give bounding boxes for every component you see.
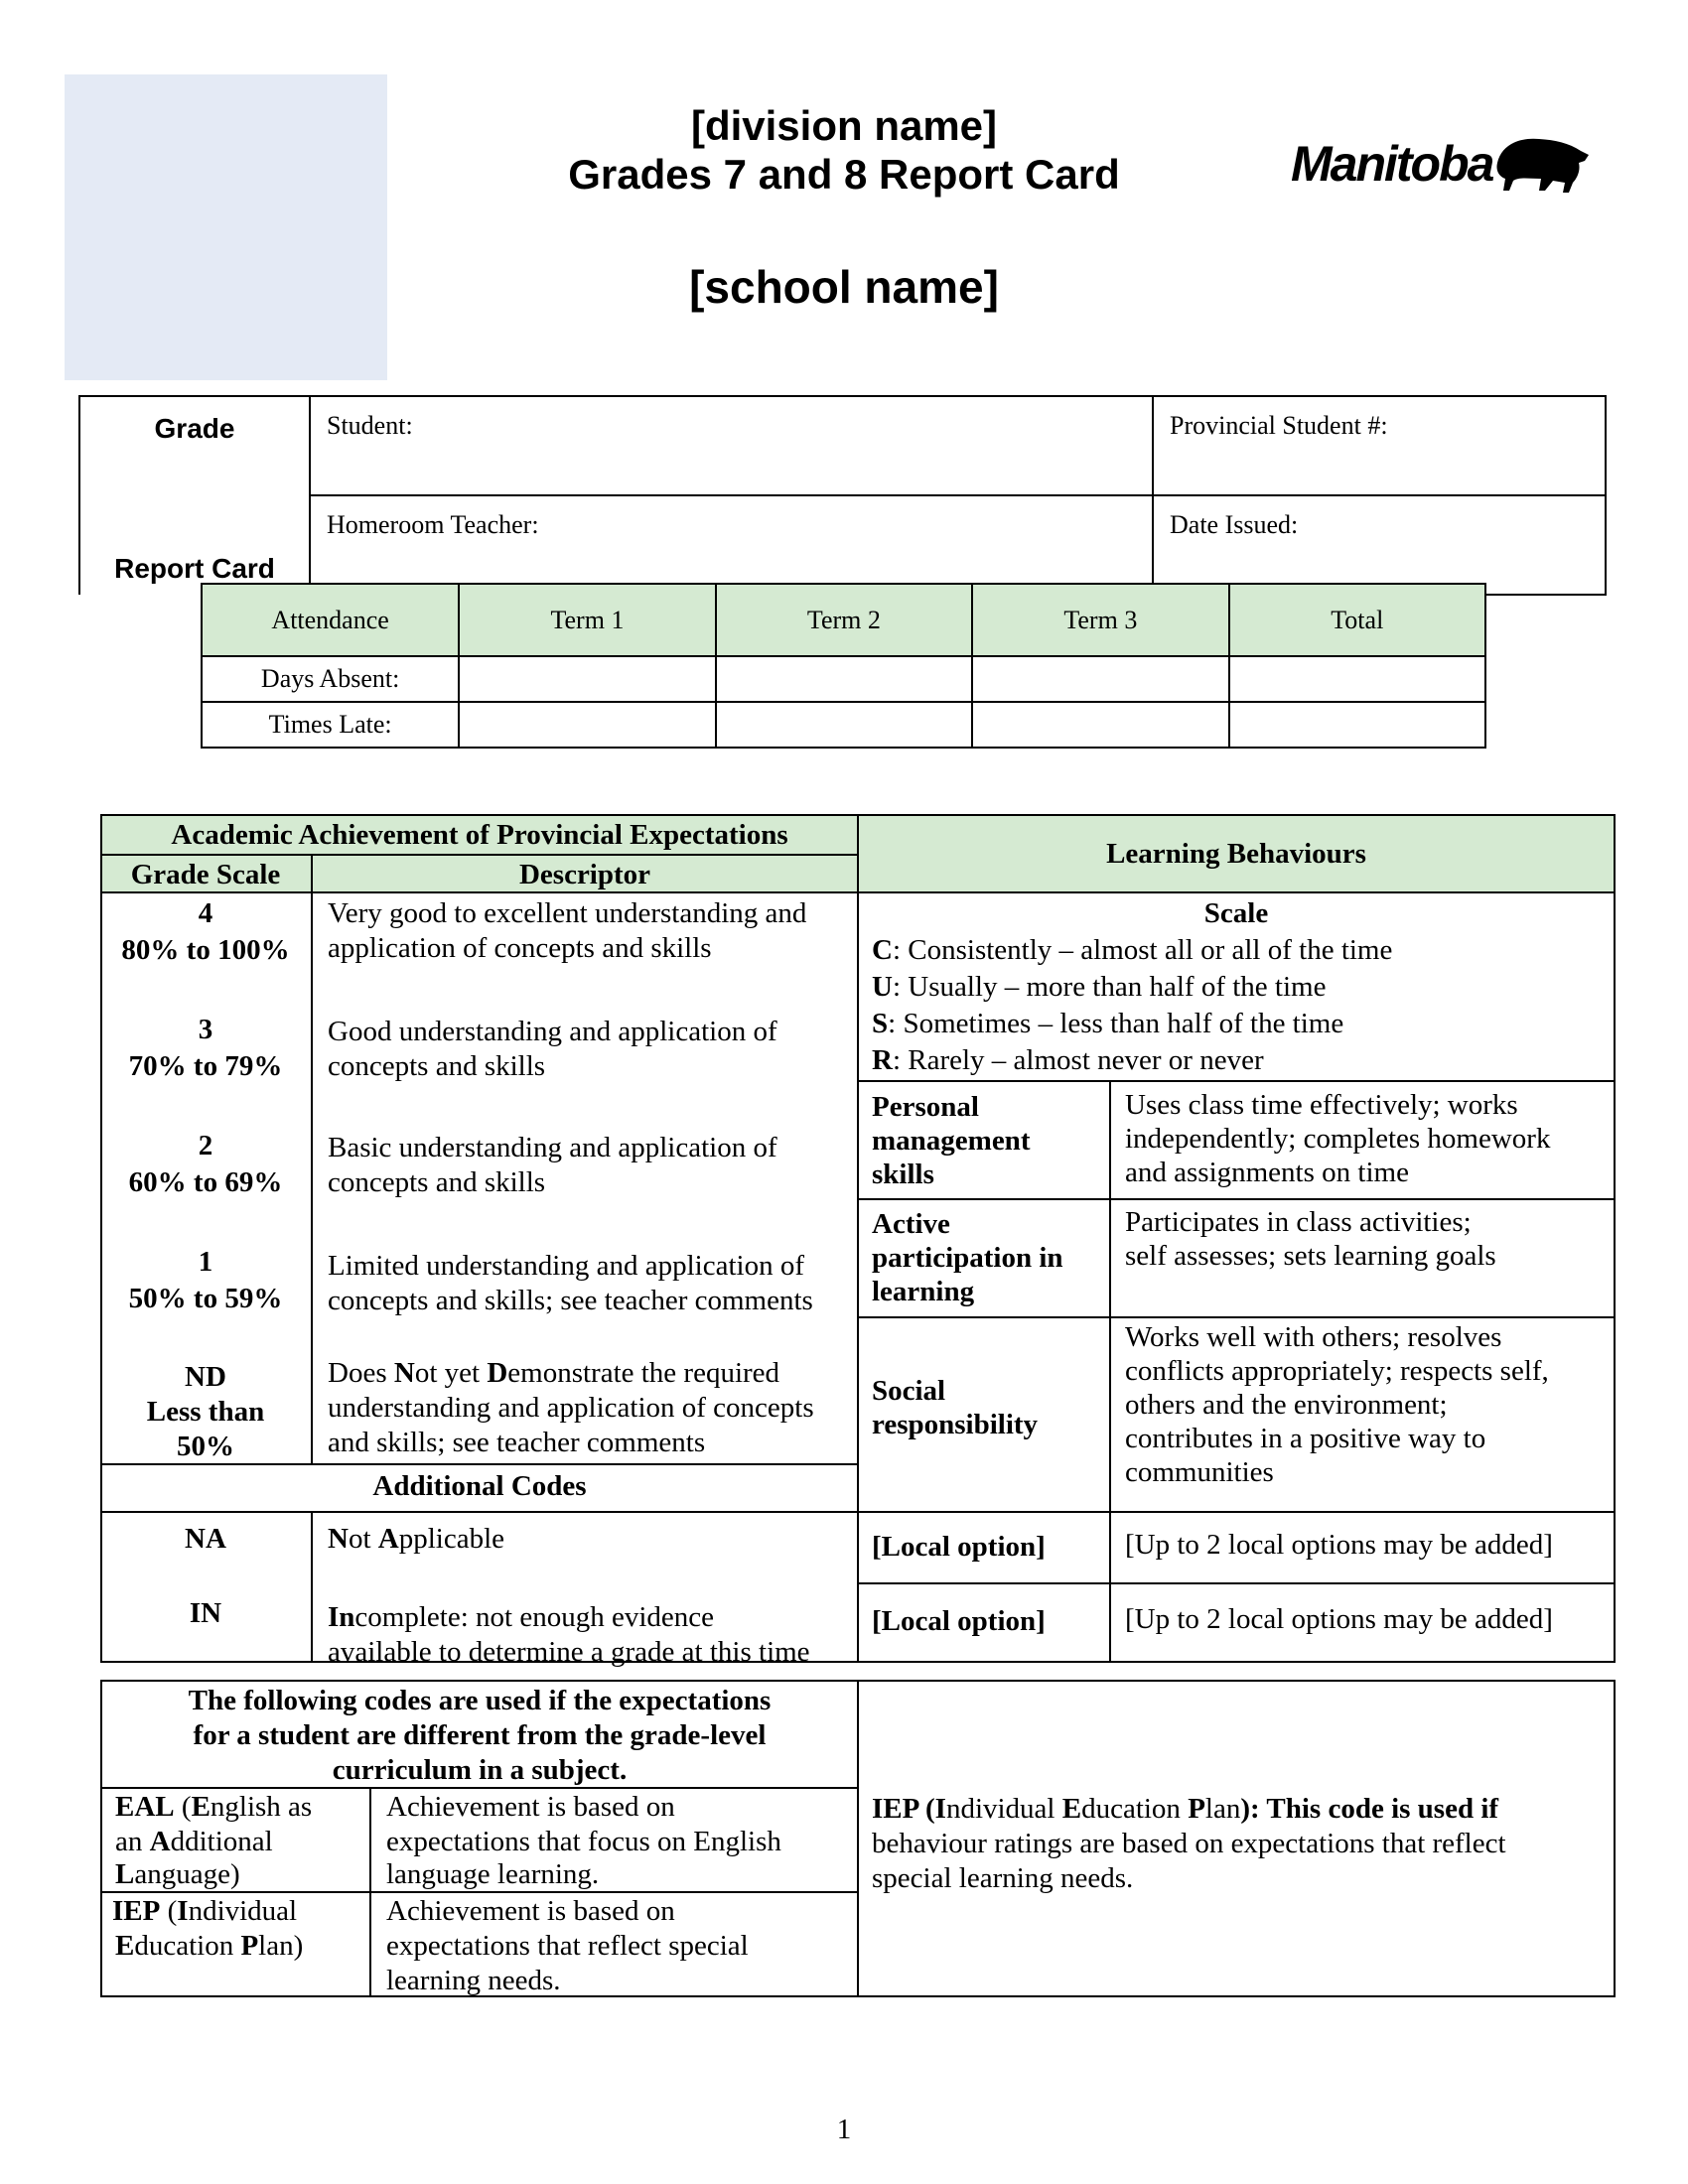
codes-intro-2: for a student are different from the grade-level [193, 1719, 767, 1751]
nd-code: ND [185, 1361, 226, 1393]
iep-desc-3: learning needs. [386, 1965, 561, 1996]
sr-desc-2: conflicts appropriately; respects self, [1125, 1355, 1549, 1387]
in-code: IN [189, 1597, 222, 1629]
days-absent-total[interactable] [1229, 656, 1485, 702]
sr-desc-1: Works well with others; resolves [1125, 1321, 1502, 1353]
eal-code-3: Language) [115, 1858, 240, 1890]
times-late-total[interactable] [1229, 702, 1485, 748]
grade-4-desc-2: application of concepts and skills [328, 932, 712, 964]
days-absent-label: Days Absent: [202, 656, 459, 702]
pm-desc-2: independently; completes homework [1125, 1123, 1551, 1155]
local-option-desc-1: [Up to 2 local options may be added] [1125, 1529, 1553, 1561]
eal-desc-1: Achievement is based on [386, 1791, 675, 1823]
times-late-term2[interactable] [716, 702, 972, 748]
local-option-label-1: [Local option] [872, 1531, 1046, 1563]
ap-desc-1: Participates in class activities; [1125, 1206, 1472, 1238]
school-name: [school name] [689, 261, 999, 313]
iep-right-1: IEP (Individual Education Plan): This code is used if [872, 1793, 1499, 1825]
total-header: Total [1229, 584, 1485, 656]
grade-1-desc-2: concepts and skills; see teacher comments [328, 1285, 813, 1316]
iep-code-2: Education Plan) [115, 1930, 304, 1962]
iep-desc-2: expectations that reflect special [386, 1930, 749, 1962]
pm-label-2: management [872, 1125, 1031, 1157]
ap-desc-2: self assesses; sets learning goals [1125, 1240, 1496, 1272]
grade-4-range: 80% to 100% [121, 934, 290, 966]
attendance-header: Attendance [202, 584, 459, 656]
in-desc-1: Incomplete: not enough evidence [328, 1601, 714, 1633]
grade-3-range: 70% to 79% [128, 1050, 283, 1082]
eal-code-1: EAL (English as [115, 1791, 313, 1823]
sr-label-1: Social [872, 1375, 946, 1407]
grade-2-desc-1: Basic understanding and application of [328, 1132, 777, 1163]
nd-desc-1: Does Not yet Demonstrate the required [328, 1357, 780, 1389]
academic-title: Academic Achievement of Provincial Expectations [171, 819, 788, 851]
report-card-label: Report Card [79, 495, 310, 595]
term2-header: Term 2 [716, 584, 972, 656]
scale-item-r: R: Rarely – almost never or never [872, 1044, 1264, 1076]
pm-desc-3: and assignments on time [1125, 1157, 1409, 1188]
grade-1-code: 1 [198, 1246, 213, 1278]
nd-range-1: Less than [146, 1396, 265, 1428]
grade-2-range: 60% to 69% [128, 1166, 283, 1198]
local-option-label-2: [Local option] [872, 1605, 1046, 1637]
provincial-number-field[interactable]: Provincial Student #: [1153, 396, 1606, 495]
grade-4-code: 4 [198, 897, 213, 929]
grade-3-desc-1: Good understanding and application of [328, 1016, 777, 1047]
ap-label-3: learning [872, 1276, 975, 1307]
days-absent-term1[interactable] [459, 656, 715, 702]
sr-desc-5: communities [1125, 1456, 1274, 1488]
pm-label-1: Personal [872, 1091, 979, 1123]
days-absent-term3[interactable] [972, 656, 1228, 702]
grade-2-desc-2: concepts and skills [328, 1166, 546, 1198]
term3-header: Term 3 [972, 584, 1228, 656]
iep-right-2: behaviour ratings are based on expectations that reflect [872, 1828, 1506, 1859]
page-number: 1 [836, 2114, 852, 2145]
iep-code-1: IEP (Individual [112, 1895, 298, 1927]
iep-desc-1: Achievement is based on [386, 1895, 675, 1927]
eal-desc-2: expectations that focus on English [386, 1826, 781, 1857]
ap-label-2: participation in [872, 1242, 1063, 1274]
grade-3-code: 3 [198, 1014, 213, 1045]
attendance-table [201, 583, 1486, 749]
days-absent-term2[interactable] [716, 656, 972, 702]
ap-label-1: Active [872, 1208, 950, 1240]
learning-behaviours-title: Learning Behaviours [1106, 838, 1366, 870]
in-desc-2: available to determine a grade at this time [328, 1636, 810, 1668]
grade-label: Grade [79, 396, 310, 495]
nd-desc-3: and skills; see teacher comments [328, 1427, 706, 1458]
scale-item-s: S: Sometimes – less than half of the time [872, 1008, 1344, 1039]
grade-scale-header: Grade Scale [130, 859, 281, 890]
nd-desc-2: understanding and application of concepts [328, 1392, 814, 1424]
times-late-term3[interactable] [972, 702, 1228, 748]
local-option-desc-2: [Up to 2 local options may be added] [1125, 1603, 1553, 1635]
bison-icon [1489, 133, 1594, 195]
sr-desc-3: others and the environment; [1125, 1389, 1448, 1421]
scale-item-c: C: Consistently – almost all or all of the time [872, 934, 1393, 966]
eal-code-2: an Additional [115, 1826, 273, 1857]
na-code: NA [185, 1523, 226, 1555]
eal-desc-3: language learning. [386, 1858, 600, 1890]
additional-codes-header: Additional Codes [372, 1470, 587, 1502]
descriptor-header: Descriptor [518, 859, 651, 890]
grade-3-desc-2: concepts and skills [328, 1050, 546, 1082]
grade-2-code: 2 [198, 1130, 213, 1161]
pm-label-3: skills [872, 1159, 934, 1190]
grade-1-range: 50% to 59% [128, 1283, 283, 1314]
codes-intro-3: curriculum in a subject. [332, 1754, 628, 1786]
date-issued-field[interactable]: Date Issued: [1153, 495, 1606, 595]
iep-right-3: special learning needs. [872, 1862, 1134, 1894]
grade-1-desc-1: Limited understanding and application of [328, 1250, 804, 1282]
na-desc: Not Applicable [328, 1523, 505, 1555]
grade-4-desc-1: Very good to excellent understanding and [328, 897, 807, 929]
report-title: Grades 7 and 8 Report Card [568, 151, 1120, 198]
nd-range-2: 50% [177, 1431, 234, 1462]
scale-item-u: U: Usually – more than half of the time [872, 971, 1327, 1003]
division-name: [division name] [690, 102, 998, 149]
student-info-table [78, 395, 1607, 596]
homeroom-teacher-field[interactable]: Homeroom Teacher: [310, 495, 1153, 595]
sr-desc-4: contributes in a positive way to [1125, 1423, 1486, 1454]
term1-header: Term 1 [459, 584, 715, 656]
codes-intro-1: The following codes are used if the expectations [188, 1685, 772, 1716]
times-late-label: Times Late: [202, 702, 459, 748]
sr-label-2: responsibility [872, 1409, 1039, 1440]
student-field[interactable]: Student: [310, 396, 1153, 495]
manitoba-logo: Manitoba [1291, 129, 1594, 204]
pm-desc-1: Uses class time effectively; works [1125, 1089, 1518, 1121]
times-late-term1[interactable] [459, 702, 715, 748]
scale-header: Scale [1203, 897, 1269, 929]
